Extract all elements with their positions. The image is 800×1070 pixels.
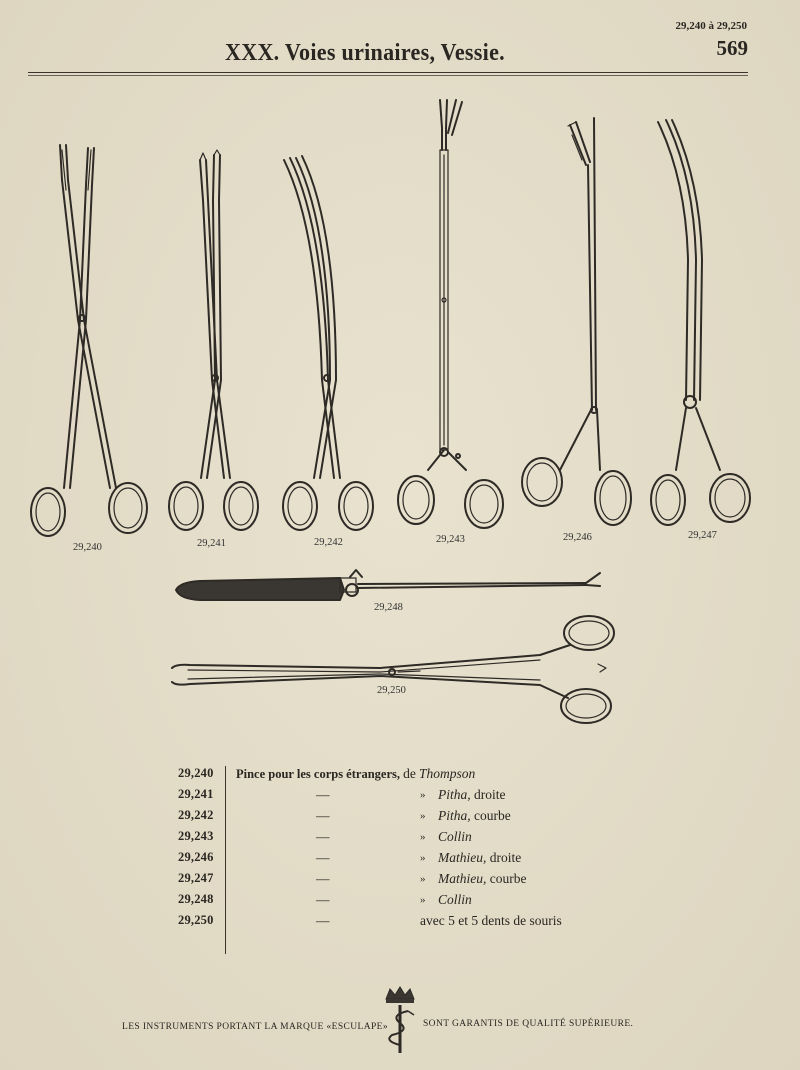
figure-label-29240: 29,240	[73, 542, 102, 553]
page-number: 569	[716, 36, 748, 60]
item-name	[438, 850, 521, 866]
ditto-mark: »	[420, 852, 426, 864]
item-name-text: Pitha,	[438, 808, 471, 823]
forceps-29250-illustration	[172, 616, 614, 723]
item-name: Collin	[438, 829, 472, 844]
esculape-trademark-icon	[380, 985, 420, 1057]
item-suffix: courbe	[474, 808, 511, 823]
item-code: 29,250	[178, 913, 214, 927]
forceps-29242-illustration	[283, 156, 373, 530]
ditto-dash: —	[316, 787, 330, 802]
forceps-29248-illustration	[176, 570, 600, 600]
ditto-mark: »	[420, 789, 426, 801]
ditto-dash: —	[316, 892, 330, 907]
item-name	[438, 871, 526, 887]
ditto-mark: »	[420, 810, 426, 822]
item-code: 29,247	[178, 871, 214, 885]
item-code: 29,248	[178, 892, 214, 906]
forceps-29243-illustration	[398, 100, 503, 528]
ditto-dash: —	[316, 808, 330, 823]
forceps-29241-illustration	[169, 150, 258, 530]
item-code: 29,243	[178, 829, 214, 843]
footer-right-text: SONT GARANTIS DE QUALITÉ SUPÉRIEURE.	[423, 1019, 634, 1029]
item-name-text: Mathieu,	[438, 850, 487, 865]
item-name	[438, 808, 511, 824]
ditto-dash: —	[316, 913, 330, 928]
item-name-text: Mathieu,	[438, 871, 487, 886]
ditto-dash: —	[316, 850, 330, 865]
item-suffix: droite	[489, 850, 522, 865]
figure-label-29241: 29,241	[197, 538, 226, 549]
item-name	[438, 787, 506, 803]
item-code: 29,241	[178, 787, 214, 801]
item-description	[236, 766, 475, 782]
page-range: 29,240 à 29,250	[675, 20, 747, 32]
item-code: 29,246	[178, 850, 214, 864]
footer-left-text: LES INSTRUMENTS PORTANT LA MARQUE «ESCULAPE»	[122, 1022, 389, 1032]
item-name: Thompson	[418, 766, 476, 781]
figure-label-29243: 29,243	[436, 534, 465, 545]
item-suffix: droite	[474, 787, 506, 802]
figure-label-29247: 29,247	[688, 530, 717, 541]
page-title: XXX. Voies urinaires, Vessie.	[225, 40, 505, 66]
item-code: 29,242	[178, 808, 214, 822]
item-name-text: Pitha,	[438, 787, 471, 802]
ditto-mark: »	[420, 894, 426, 906]
item-suffix: courbe	[489, 871, 527, 886]
ditto-mark: »	[420, 873, 426, 885]
forceps-29247-illustration	[651, 120, 750, 525]
item-description: avec 5 et 5 dents de souris	[420, 913, 562, 928]
figure-label-29248: 29,248	[374, 602, 403, 613]
figure-label-29250: 29,250	[377, 685, 406, 696]
ditto-mark: »	[420, 831, 426, 843]
item-main-label: Pince pour les corps étrangers,	[236, 767, 400, 781]
ditto-dash: —	[316, 871, 330, 886]
figure-label-29246: 29,246	[563, 532, 592, 543]
table-divider	[225, 766, 226, 954]
forceps-29246-illustration	[522, 118, 631, 525]
forceps-29240-illustration	[31, 145, 147, 536]
ditto-dash: —	[316, 829, 330, 844]
item-prefix: de	[403, 766, 416, 781]
item-code: 29,240	[178, 766, 214, 780]
item-name: Collin	[438, 892, 472, 907]
figure-label-29242: 29,242	[314, 537, 343, 548]
